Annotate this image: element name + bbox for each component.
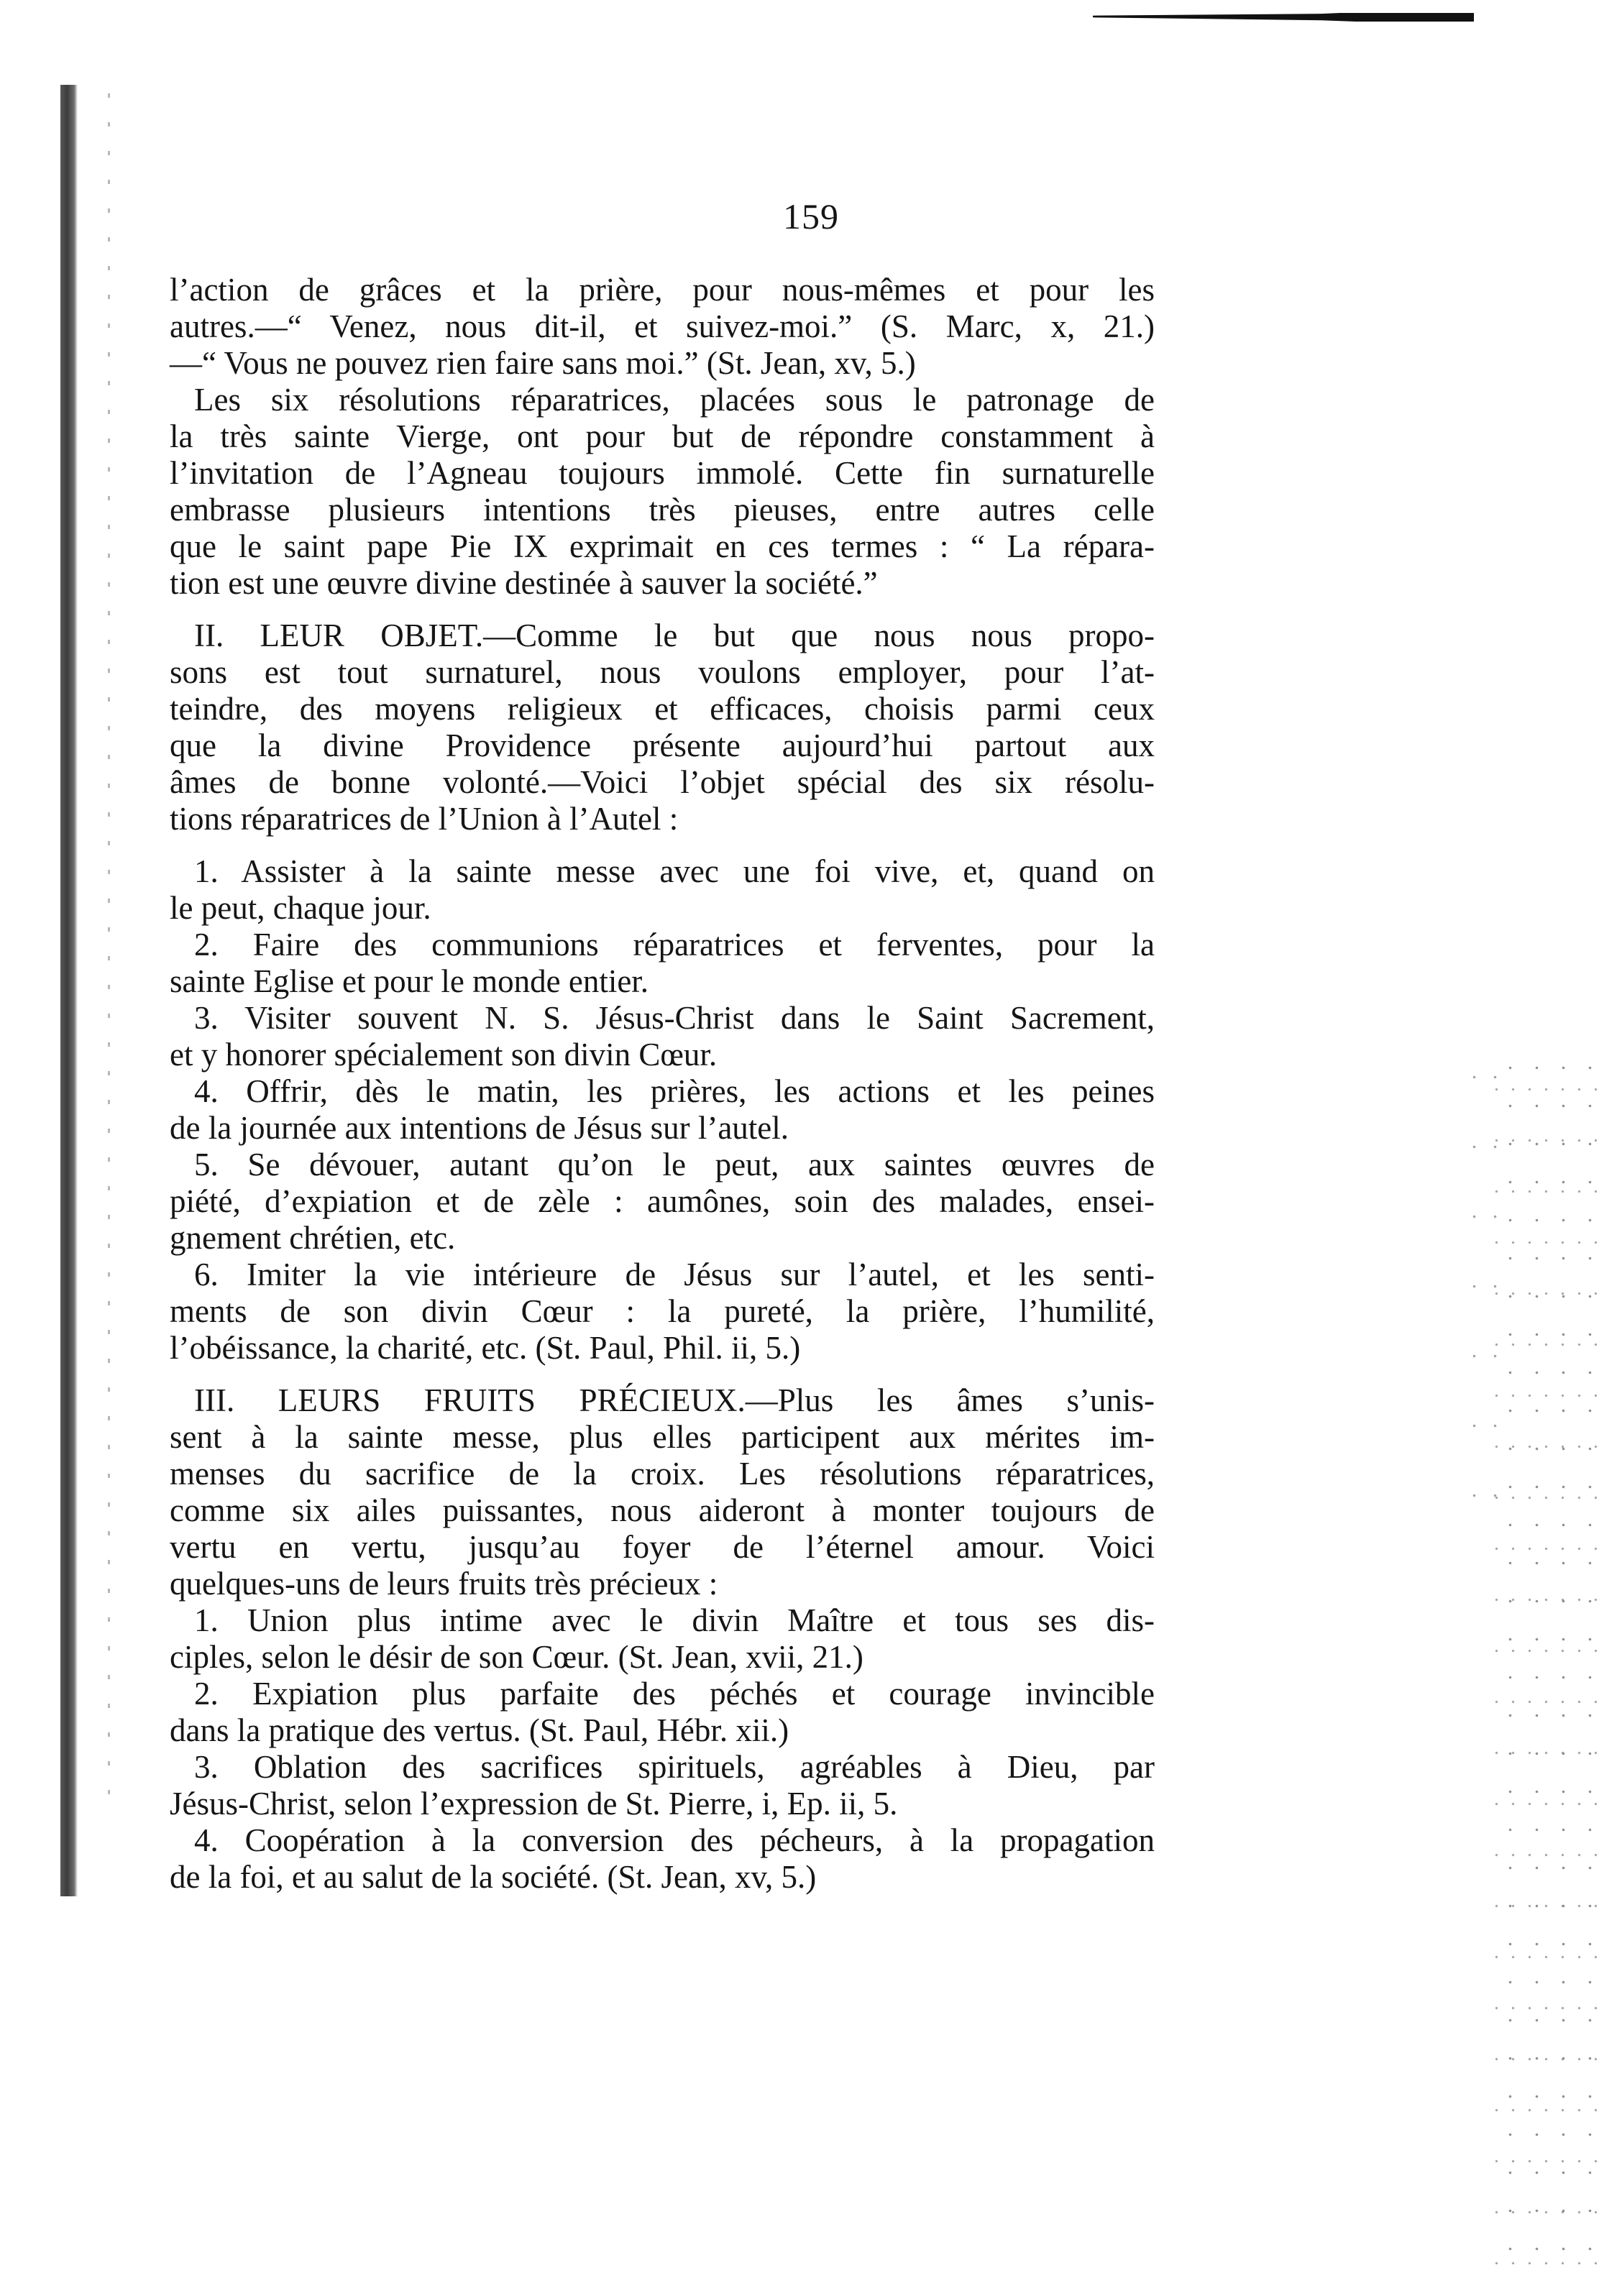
text-line: tion est une œuvre divine destinée à sauver la société.”: [170, 565, 878, 601]
text-line: sons est tout surnaturel, nous voulons employer, pour l’at-: [170, 654, 1155, 690]
text-line: vertu en vertu, jusqu’au foyer de l’éternel amour. Voici: [170, 1529, 1155, 1565]
page-number: 159: [783, 196, 839, 237]
section-heading-objet: II. LEUR OBJET.—Comme le but que nous nous propo-: [194, 617, 1155, 653]
text-line: comme six ailes puissantes, nous aideront à monter toujours de: [170, 1492, 1155, 1528]
scan-spine-shadow: [60, 85, 78, 1896]
section-gap: [170, 1367, 1155, 1382]
text-line: l’obéissance, la charité, etc. (St. Paul, Phil. ii, 5.): [170, 1330, 801, 1366]
list-item: 6. Imiter la vie intérieure de Jésus sur l’autel, et les senti-: [194, 1257, 1155, 1292]
text-line: sainte Eglise et pour le monde entier.: [170, 963, 649, 999]
text-line: embrasse plusieurs intentions très pieuses, entre autres celle: [170, 492, 1155, 528]
list-item: 5. Se dévouer, autant qu’on le peut, aux saintes œuvres de: [194, 1147, 1155, 1183]
text-line: dans la pratique des vertus. (St. Paul, Hébr. xii.): [170, 1712, 789, 1748]
section-gap: [170, 837, 1155, 853]
text-line: Les six résolutions réparatrices, placées sous le patronage de: [194, 382, 1155, 418]
list-item: 2. Faire des communions réparatrices et ferventes, pour la: [194, 927, 1155, 963]
text-line: menses du sacrifice de la croix. Les résolutions réparatrices,: [170, 1456, 1155, 1492]
list-item: 4. Offrir, dès le matin, les prières, les actions et les peines: [194, 1073, 1155, 1109]
text-line: piété, d’expiation et de zèle : aumônes, soin des malades, ensei-: [170, 1183, 1155, 1219]
text-line: la très sainte Vierge, ont pour but de répondre constamment à: [170, 418, 1155, 454]
text-line: ciples, selon le désir de son Cœur. (St. Jean, xvii, 21.): [170, 1639, 863, 1675]
text-line: autres.—“ Venez, nous dit-il, et suivez-moi.” (S. Marc, x, 21.): [170, 308, 1155, 344]
section-gap: [170, 602, 1155, 617]
text-line: ments de son divin Cœur : la pureté, la prière, l’humilité,: [170, 1293, 1155, 1329]
text-line: que le saint pape Pie IX exprimait en ces termes : “ La répara-: [170, 528, 1155, 564]
scan-noise-inner: [1464, 1042, 1514, 1546]
text-line: l’action de grâces et la prière, pour nous-mêmes et pour les: [170, 272, 1155, 308]
text-line: l’invitation de l’Agneau toujours immolé. Cette fin surnaturelle: [170, 455, 1155, 491]
list-item: 1. Union plus intime avec le divin Maître et tous ses dis-: [194, 1602, 1155, 1638]
text-line: —“ Vous ne pouvez rien faire sans moi.” (St. Jean, xv, 5.): [170, 345, 916, 381]
text-line: que la divine Providence présente aujourd’hui partout aux: [170, 727, 1155, 763]
list-item: 1. Assister à la sainte messe avec une foi vive, et, quand on: [194, 853, 1155, 889]
text-line: gnement chrétien, etc.: [170, 1220, 456, 1256]
list-item: 2. Expiation plus parfaite des péchés et courage invincible: [194, 1676, 1155, 1712]
list-item: 3. Oblation des sacrifices spirituels, agréables à Dieu, par: [194, 1749, 1155, 1785]
text-line: tions réparatrices de l’Union à l’Autel :: [170, 801, 679, 837]
text-line: sent à la sainte messe, plus elles participent aux mérites im-: [170, 1419, 1155, 1455]
body-text: [170, 272, 1155, 1896]
section-heading-fruits: III. LEURS FRUITS PRÉCIEUX.—Plus les âmes s’unis-: [194, 1382, 1155, 1418]
text-line: le peut, chaque jour.: [170, 890, 431, 926]
text-line: quelques-uns de leurs fruits très précieux :: [170, 1566, 718, 1602]
text-line: Jésus-Christ, selon l’expression de St. Pierre, i, Ep. ii, 5.: [170, 1786, 898, 1822]
text-line: et y honorer spécialement son divin Cœur.: [170, 1037, 718, 1073]
text-line: de la foi, et au salut de la société. (St. Jean, xv, 5.): [170, 1859, 817, 1895]
scan-edge-mark: [1093, 7, 1474, 26]
list-item: 3. Visiter souvent N. S. Jésus-Christ dans le Saint Sacrement,: [194, 1000, 1155, 1036]
text-line: teindre, des moyens religieux et efficaces, choisis parmi ceux: [170, 691, 1155, 727]
list-item: 4. Coopération à la conversion des pécheurs, à la propagation: [194, 1822, 1155, 1858]
text-line: de la journée aux intentions de Jésus sur l’autel.: [170, 1110, 789, 1146]
text-line: âmes de bonne volonté.—Voici l’objet spécial des six résolu-: [170, 764, 1155, 800]
scan-spine-line: [108, 93, 110, 1819]
